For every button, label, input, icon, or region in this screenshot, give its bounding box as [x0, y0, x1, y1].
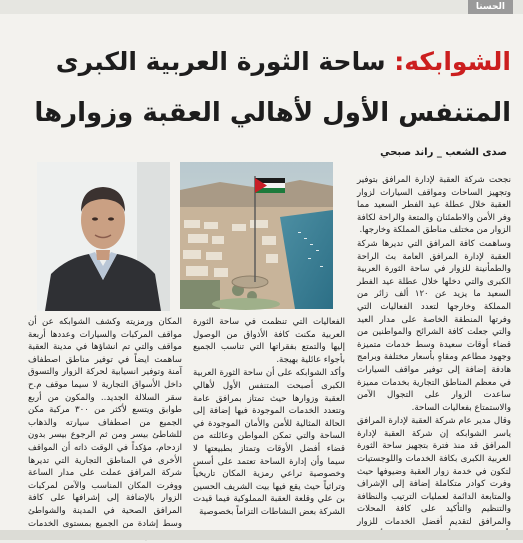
top-bar	[0, 0, 523, 14]
city-flag-illustration	[180, 162, 333, 309]
headline	[11, 45, 511, 79]
headline-rest: ساحة الثورة العربية الكبرى	[55, 47, 386, 76]
bottom-strip	[0, 530, 523, 540]
paragraph: المكان ورمزيته وكشف الشوابكه عن أن مواقف المركبات والسيارات وعددها أربعة مواقف والتي تم انشاؤها في مدينة العقبة ساهمت ايضاً في توفير مناطق اصطفاف آمنة وتوفير انسيابية لحركة الزوار والتسوق داخل الأسواق التجارية لا سيما موقف م.ح سقر السلالة الجديد.. والمكون من أربع طوابق ويتسع لأكثر من ٣٠٠ مركبة مكن الجميع من اصطفاف سيارته والذهاب للشاطئ بيسر ومن ثم الرجوع بيسر بدون ازدحام، مؤكداً في الوقت ذاته أن المواقف الأخرى في المناطق التجارية التي تديرها شركة المرافق عملت على مدار الساعة ووفرت المكان المناسب والآمن لمركبات الزوار بالإضافة إلى إشرافها على كافة المرافق الصحية في المدينة والشواطئ وسط إشادة من الجميع بمستوى الخدمات	[28, 317, 182, 529]
paragraph: نجحت شركة العقبة لإدارة المرافق بتوفير وتجهيز الساحات ومواقف السيارات لزوار العقبة خلال عطلة عيد الفطر السعيد مما وفر الأمن والاطمئنان والمتعة والراحة لكافة الزوار من مختلف مناطق المملكة وخارجها.	[357, 175, 511, 236]
paragraph: وساهمت كافة المرافق التي تديرها شركة العقبة لإدارة المرافق العامة بث الراحة والطمأنينة للزوار في ساحة الثورة العربية الكبرى والتي دخلها خلال عطلة عيد الفطر السعيد ما يزيد عن ١٢٠ ألف زائر من المملكة وخارجها لتعدد الفعاليات التي وفرتها المنطقة الخاصة على مدار العيد والتي جعلت كافة الشرائح والمواطنين من قضاء أوقات سعيدة وسط خدمات متميزة وجهود مطاعم ومقاهٍ بأسعار مختلفة وبرامج هادفة إضافة إلى توفير مواقف السيارات في معظم المناطق التجارية بخدمات مميزة ساعدت الزوار على التجوال الآمن والاستمتاع بفعاليات الساحة.	[357, 238, 511, 413]
column-right	[357, 174, 511, 530]
paragraph: وأكد الشوابكه على أن ساحة الثورة العربية الكبرى أصبحت المتنفس الأول لأهالي العقبة وزوارها حيث تمتاز بمرافق عامة وتتعدد الخدمات الموجودة فيها إضافة إلى الحالة المثالية للأمن والأمان الموجودة في الساحة والتي تمكن المواطن وعائلته من قضاء أفضل الأوقات وتمتاز بطبيعتها لا سيما وأن إدارة الساحة تعتمد على أسس وخصوصية تراعي رمزية المكان تاريخياً وتراثياً حيث يقع فيها بيت الشريف الحسين بن علي وقلعة العقبة المملوكية فيما قيدت الشركة بعض النشاطات التزاماً بخصوصية	[193, 368, 345, 517]
byline-line: صدى الشعب _ راند صبحي	[380, 147, 507, 158]
paragraph: وقال مدير عام شركة العقبة لإدارة المرافق ياسر الشوابكه إن شركة العقبة لإدارة المرافق قد منذ فترة بتجهيز ساحة الثورة العربية الكبرى بكافة الخدمات واللوجستيات لتكون في خدمة زوار العقبة وضيوفها حيث وفرت كوادر متكاملة إضافة إلى الإشراف والمتابعة الدائمة لعمليات الترتيب والنظافة والتنظيم والتأكيد على كافة المحلات والمرافق لتقديم أفضل الخدمات للزوار	[357, 416, 511, 528]
city-flag-photo	[180, 162, 333, 309]
portrait-illustration	[37, 162, 170, 311]
brand-tag: الحسنا	[468, 0, 513, 14]
newspaper-page	[0, 14, 523, 530]
portrait-photo	[37, 162, 170, 311]
column-left	[28, 316, 182, 530]
subheadline: المتنفس الأول لأهالي العقبة وزوارها	[34, 98, 511, 128]
byline	[380, 146, 507, 160]
headline-red: الشوابكه:	[394, 47, 511, 76]
paragraph: الفعاليات التي تنظمت في ساحة الثورة العربية مكنت كافة الأذواق من الوصول إليها والتمتع بفقراتها التي تناسب الجميع بأجواء عائلية بهيجة.	[193, 317, 345, 365]
column-middle	[193, 316, 345, 530]
